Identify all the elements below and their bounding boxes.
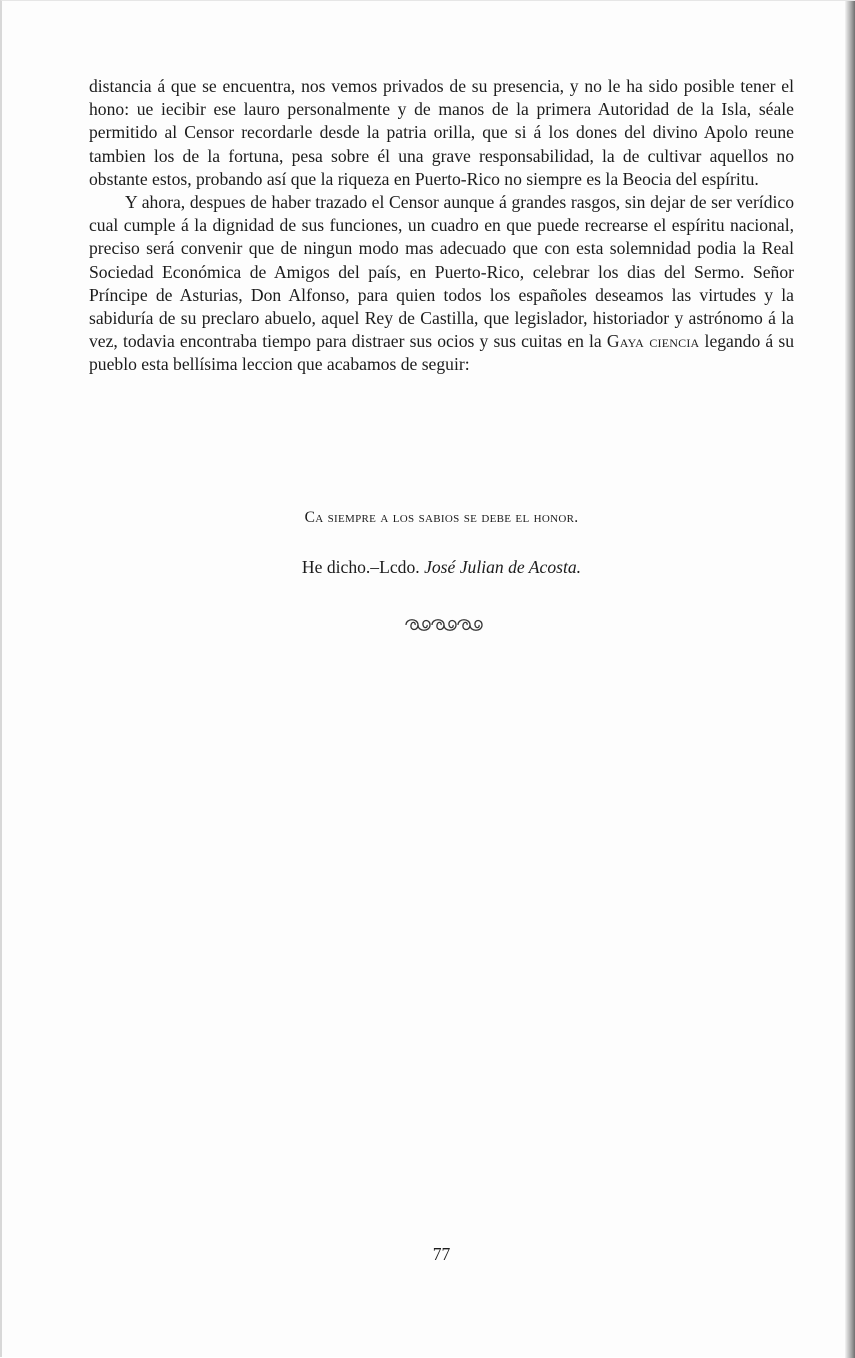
paragraph-2 bbox=[89, 191, 794, 377]
paragraph-2-end: legando á su pueblo esta bellísima leccion que acabamos de seguir: bbox=[89, 331, 795, 375]
motto: Ca siempre a los sabios se debe el honor. bbox=[304, 509, 579, 526]
gaya-ciencia-smallcaps: Gaya ciencia bbox=[606, 331, 700, 352]
signature-prefix: He dicho.–Lcdo. bbox=[301, 557, 425, 577]
paragraph-2-start: Y ahora, despues de haber trazado el Censor aunque á grandes rasgos, sin dejar de ser verídico cual cumple á la dignidad de sus funciones, un cuadro en que puede recrearse el espíritu nacional, preciso será convenir que de ningun modo mas adecuado que con esta solemnidad podia la Real Sociedad Económica de Amigos del país, en Puerto-Rico, celebrar los dias del Sermo. Señor Príncipe de Asturias, Don Alfonso, para quien todos los españoles deseamos las virtudes y la sabiduría de su preclaro abuelo, aquel Rey de Castilla, que legislador, historiador y astrónomo á la vez, todavia encontraba tiempo para distraer sus ocios y sus cuitas en la bbox=[89, 192, 794, 352]
body-text bbox=[89, 75, 794, 377]
signature-line bbox=[89, 557, 794, 578]
page-number: 77 bbox=[432, 1244, 451, 1264]
page-edge-shadow bbox=[845, 1, 855, 1358]
scroll-ornament-icon bbox=[402, 614, 486, 636]
paragraph-1: distancia á que se encuentra, nos vemos privados de su presencia, y no le ha sido posible tener el hono: ue iecibir ese lauro personalmente y de manos de la primera Autoridad de la Isla, séale permitido al Censor recordarle desde la patria orilla, que si á los dones del divino Apolo reune tambien los de la fortuna, pesa sobre él una grave responsabilidad, la de cultivar aquellos no obstante estos, probando así que la riqueza en Puerto-Rico no siempre es la Beocia del espíritu. bbox=[89, 76, 794, 189]
signature-author: José Julian de Acosta. bbox=[424, 557, 582, 577]
